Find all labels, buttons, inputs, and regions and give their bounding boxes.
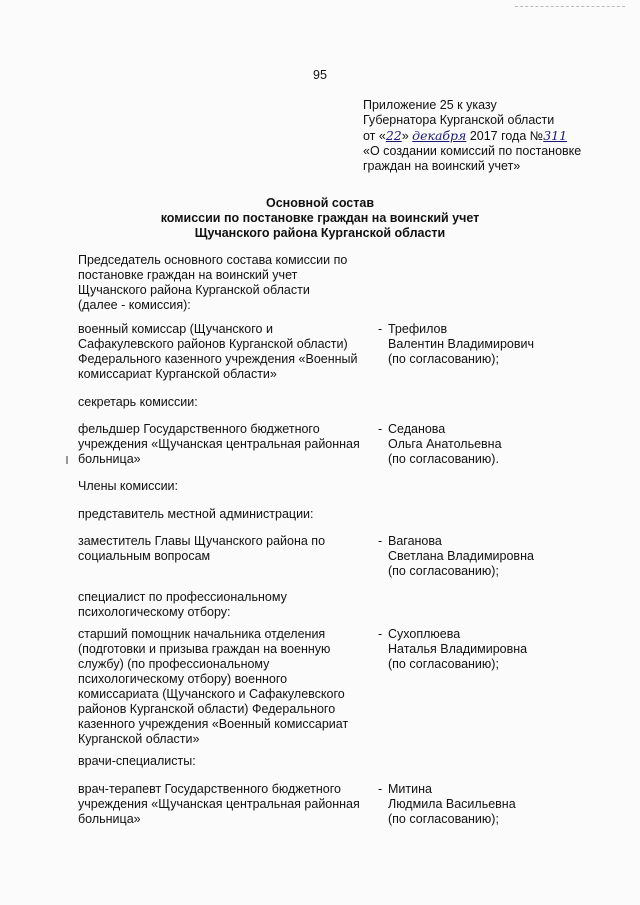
member-name: - Трефилов Валентин Владимирович (по согласованию); xyxy=(378,322,534,366)
appendix-block xyxy=(363,98,623,174)
member-position: старший помощник начальника отделения (подготовки и призыва граждан на военную службу) (по профессиональному психологическому отбору) военного комиссариата (Щучанского и Сафакулевского районов Курганской области) Федерального казенного учреждения «Военный комиссариат Курганской области» xyxy=(78,627,349,746)
doctors-heading: врачи-специалисты: xyxy=(78,754,196,768)
handwritten-day: 22 xyxy=(385,128,402,143)
member-position: военный комиссар (Щучанского и Сафакулевского районов Курганской области) Федерального казенного учреждения «Военный комиссариат Курганской области» xyxy=(78,322,358,381)
scan-marks xyxy=(515,6,625,9)
chair-heading: Председатель основного состава комиссии по постановке граждан на воинский учет Щучанского района Курганской области (далее - комиссия): xyxy=(78,253,348,312)
handwritten-number: 311 xyxy=(543,128,568,143)
member-name: - Седанова Ольга Анатольевна (по согласованию). xyxy=(378,422,502,466)
appendix-line: Приложение 25 к указу xyxy=(363,98,497,112)
secretary-heading: секретарь комиссии: xyxy=(78,395,198,409)
appendix-line: Губернатора Курганской области xyxy=(363,113,555,127)
member-name: - Ваганова Светлана Владимировна (по согласованию); xyxy=(378,534,534,578)
appendix-line: «О создании комиссий по постановке xyxy=(363,144,582,158)
member-position: заместитель Главы Щучанского района по социальным вопросам xyxy=(78,534,326,563)
member-position: фельдшер Государственного бюджетного учреждения «Щучанская центральная районная больница» xyxy=(78,422,360,466)
appendix-line: граждан на воинский учет» xyxy=(363,159,521,173)
member-name: - Сухоплюева Наталья Владимировна (по согласованию); xyxy=(378,627,528,671)
local-admin-heading: представитель местной администрации: xyxy=(78,507,314,521)
members-heading: Члены комиссии: xyxy=(78,479,179,493)
page-number: 95 xyxy=(313,68,327,82)
member-name: - Митина Людмила Васильевна (по согласованию); xyxy=(378,782,516,826)
handwritten-month: декабря xyxy=(412,128,467,143)
appendix-date-line: от «22» декабря 2017 года №311 xyxy=(363,128,568,143)
document-title: Основной состав комиссии по постановке граждан на воинский учет Щучанского района Курганской области xyxy=(160,196,480,240)
psych-heading: специалист по профессиональному психологическому отбору: xyxy=(78,590,287,619)
member-position: врач-терапевт Государственного бюджетного учреждения «Щучанская центральная районная больница» xyxy=(78,782,360,826)
scan-artifact xyxy=(66,456,68,464)
